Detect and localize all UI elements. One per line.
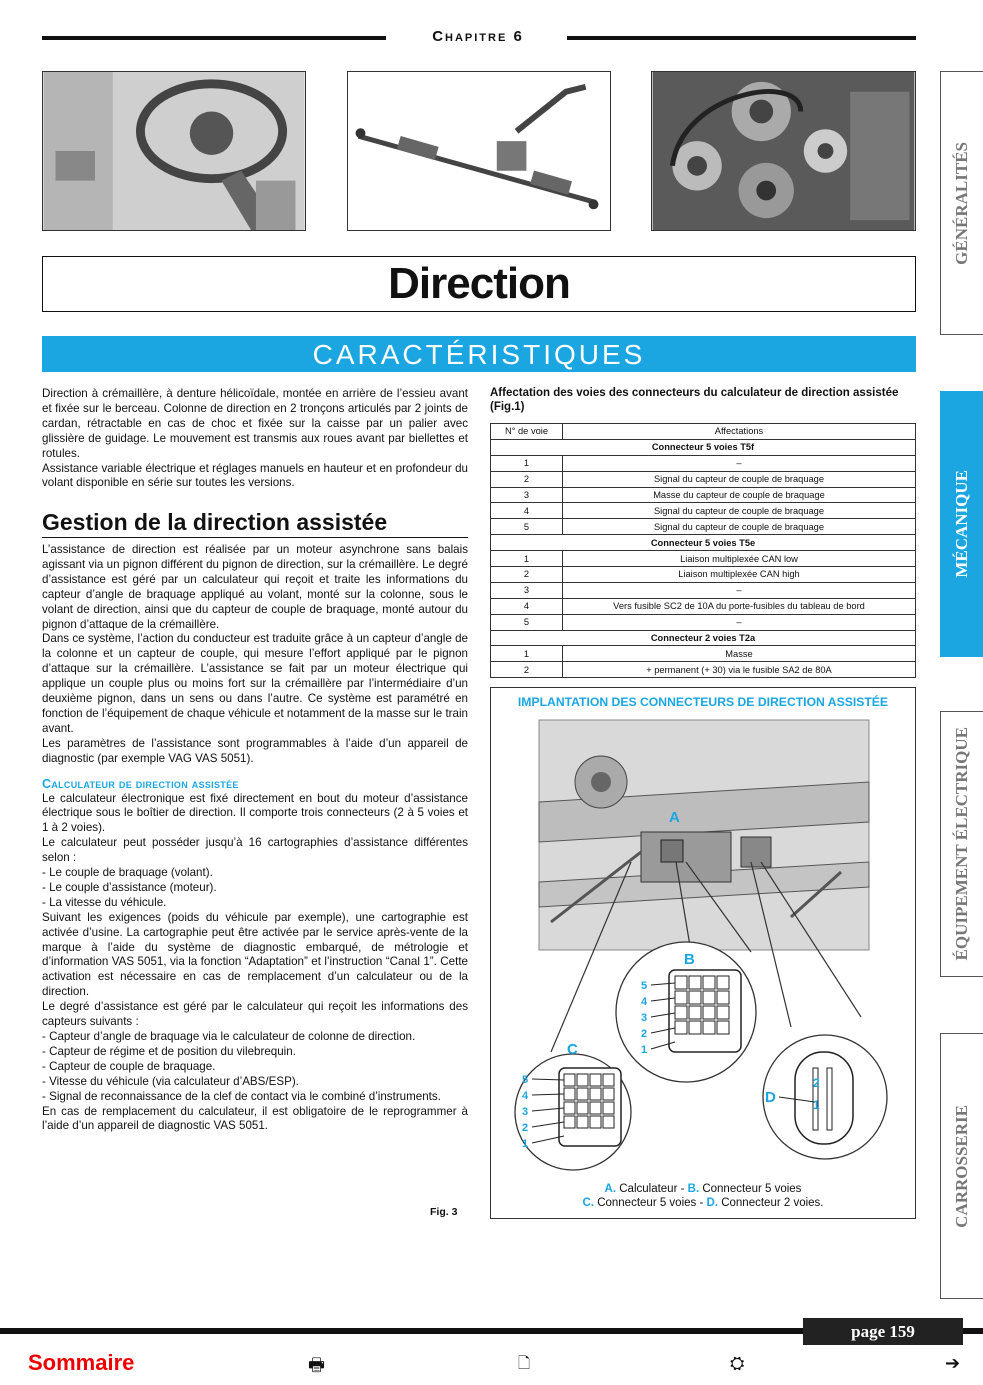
tab-mecanique[interactable]: MÉCANIQUE: [940, 391, 983, 657]
table-row: 2 Signal du capteur de couple de braquage: [491, 471, 916, 487]
pin-d-1: 1: [813, 1098, 820, 1112]
connector-table: [490, 423, 916, 678]
page-number: page 159: [803, 1318, 963, 1345]
sommaire-link[interactable]: Sommaire: [28, 1350, 135, 1375]
pin-b-4: 4: [641, 996, 648, 1008]
binoculars-icon[interactable]: ⛭: [730, 1353, 745, 1374]
section-heading: Gestion de la direction assistée: [42, 509, 468, 538]
subsection-heading: Calculateur de direction assistée: [42, 776, 239, 791]
page-title: Direction: [388, 259, 570, 308]
next-arrow-icon[interactable]: ➔: [945, 1353, 961, 1374]
pin-c-3: 3: [522, 1106, 529, 1118]
label-c: C: [567, 1041, 578, 1058]
table-group-row: Connecteur 5 voies T5f: [491, 439, 916, 455]
pin-b-2: 2: [641, 1028, 648, 1040]
table-row: 3 –: [491, 582, 916, 598]
label-d: D: [765, 1089, 776, 1106]
table-row: 3 Masse du capteur de couple de braquage: [491, 487, 916, 503]
table-row: 1 Masse: [491, 646, 916, 662]
connector-figure: [490, 687, 916, 1219]
table-title: Affectation des voies des connecteurs du calculateur de direction assistée (Fig.1): [490, 387, 899, 413]
table-header-row: N° de voie Affectations: [491, 424, 916, 440]
table-group-row: Connecteur 2 voies T2a: [491, 630, 916, 646]
document-search-icon[interactable]: 🗋: [518, 1354, 531, 1372]
header-rule-right: [567, 36, 916, 40]
photo-steering-rack: [347, 71, 611, 231]
label-b: B: [684, 951, 695, 968]
pin-c-5: 5: [522, 1074, 529, 1086]
pin-c-4: 4: [522, 1090, 529, 1102]
table-row: 1 –: [491, 455, 916, 471]
table-row: 4 Vers fusible SC2 de 10A du porte-fusibles du tableau de bord: [491, 598, 916, 614]
table-row: 5 Signal du capteur de couple de braquage: [491, 519, 916, 535]
header-rule-left: [42, 36, 386, 40]
table-row: 4 Signal du capteur de couple de braquage: [491, 503, 916, 519]
section-banner: CARACTÉRISTIQUES: [42, 336, 916, 372]
label-a: A: [669, 809, 680, 826]
table-row: 2 Liaison multiplexée CAN high: [491, 567, 916, 583]
figure-title: IMPLANTATION DES CONNECTEURS DE DIRECTION ASSISTÉE: [517, 695, 889, 709]
pin-c-1: 1: [522, 1138, 529, 1150]
page-title-box: [42, 256, 916, 312]
tab-carrosserie[interactable]: CARROSSERIE: [940, 1033, 983, 1299]
pin-b-3: 3: [641, 1012, 648, 1024]
connector-diagram: [491, 712, 915, 1182]
photo-steering-wheel: [42, 71, 306, 231]
chapter-label: Chapitre 6: [432, 28, 524, 45]
pin-c-2: 2: [522, 1122, 529, 1134]
tab-equipement-electrique[interactable]: ÉQUIPEMENT ÉLECTRIQUE: [940, 711, 983, 977]
figure-caption: A. Calculateur - B. Connecteur 5 voies C. Connecteur 5 voies - D. Connecteur 2 voies.: [582, 1183, 824, 1209]
pin-d-2: 2: [813, 1076, 820, 1090]
pin-b-1: 1: [641, 1044, 648, 1056]
print-icon[interactable]: 🖶: [308, 1355, 325, 1376]
fig3-label: Fig. 3: [430, 1206, 458, 1218]
section-body: L’assistance de direction est réalisée par un moteur asynchrone sans balais agissant via un pignon différent du pignon de direction, sur la crémaillère. Le degré d’assistance est géré par un calculateur qui reçoit et traite les informations du capteur d’angle de braquage appliqué au volant, monté sur la colonne, sous le volant de direction, ainsi que du capteur de couple de braquage, monté autour du pignon d’attaque de la crémaillère. Dans ce système, l’action du conducteur est traduite grâce à un capteur d’angle de la colonne et un capteur de couple, qui mesure l’effort appliqué par le pignon d’attaque sur la crémaillère. L’assistance se fait par un moteur électrique qui applique un couple plus ou moins fort sur la crémaillère par l’intermédiaire d’un deuxième pignon, dans un sens ou dans l’autre. Ce système est paramétré en fonction de l’équipement de chaque véhicule et notamment de la masse sur le train avant. Les paramètres de l’assistance sont programmables à l’aide d’un appareil de diagnostic (par exemple VAG VAS 5051). Calculateur de direction assistée Le calculateur électronique est fixé directement en bout du moteur d’assistance électrique sous le boîtier de direction. Il comporte trois connecteurs (2 à 5 voies et 1 à 2 voies). Le calculateur peut posséder jusqu’à 16 cartographies d’assistance différentes selon : - Le couple de braquage (volant). - Le couple d’assistance (moteur). - La vitesse du véhicule. Suivant les exigences (poids du véhicule par exemple), une cartographie est activée d’usine. La cartographie peut être activée par le service après-vente de la marque à l’aide du système de diagnostic embarqué, de métrologie et d’information VAS 5051, via la fonction “Adaptation” et l’instruction “Canal 1”. Cette activation est nécessaire en cas de remplacement d’un calculateur ou de la direction. Le degré d’assistance est géré par le calculateur qui reçoit les informations des capteurs suivants : - Capteur d’angle de braquage via le calculateur de colonne de direction. - Capteur de régime et de position du vilebrequin. - Capteur de couple de braquage. - Vitesse du véhicule (via calculateur d’ABS/ESP). - Signal de reconnaissance de la clef de contact via le combiné d’instruments. En cas de remplacement du calculateur, il est obligatoire de le reprogrammer à l’aide d’un appareil de diagnostic VAS 5051.: [42, 543, 469, 1133]
table-row: 2 + permanent (+ 30) via le fusible SA2 de 80A: [491, 662, 916, 678]
tab-generalites[interactable]: GÉNÉRALITÉS: [940, 71, 983, 335]
photo-engine: [651, 71, 916, 231]
table-row: 5 –: [491, 614, 916, 630]
table-group-row: Connecteur 5 voies T5e: [491, 535, 916, 551]
intro-text: Direction à crémaillère, à denture hélicoïdale, montée en arrière de l’essieu avant et fixée sur le berceau. Colonne de direction en 2 tronçons articulés par 2 joints de cardan, rétractable en cas de choc et fixée sur la caisse par un palier avec glissière de guidage. Le mouvement est transmis aux roues avant par biellettes et rotules. Assistance variable électrique et réglages manuels en hauteur et en profondeur du volant disponible en série sur toutes les versions.: [42, 387, 468, 490]
pin-b-5: 5: [641, 980, 648, 992]
table-row: 1 Liaison multiplexée CAN low: [491, 551, 916, 567]
